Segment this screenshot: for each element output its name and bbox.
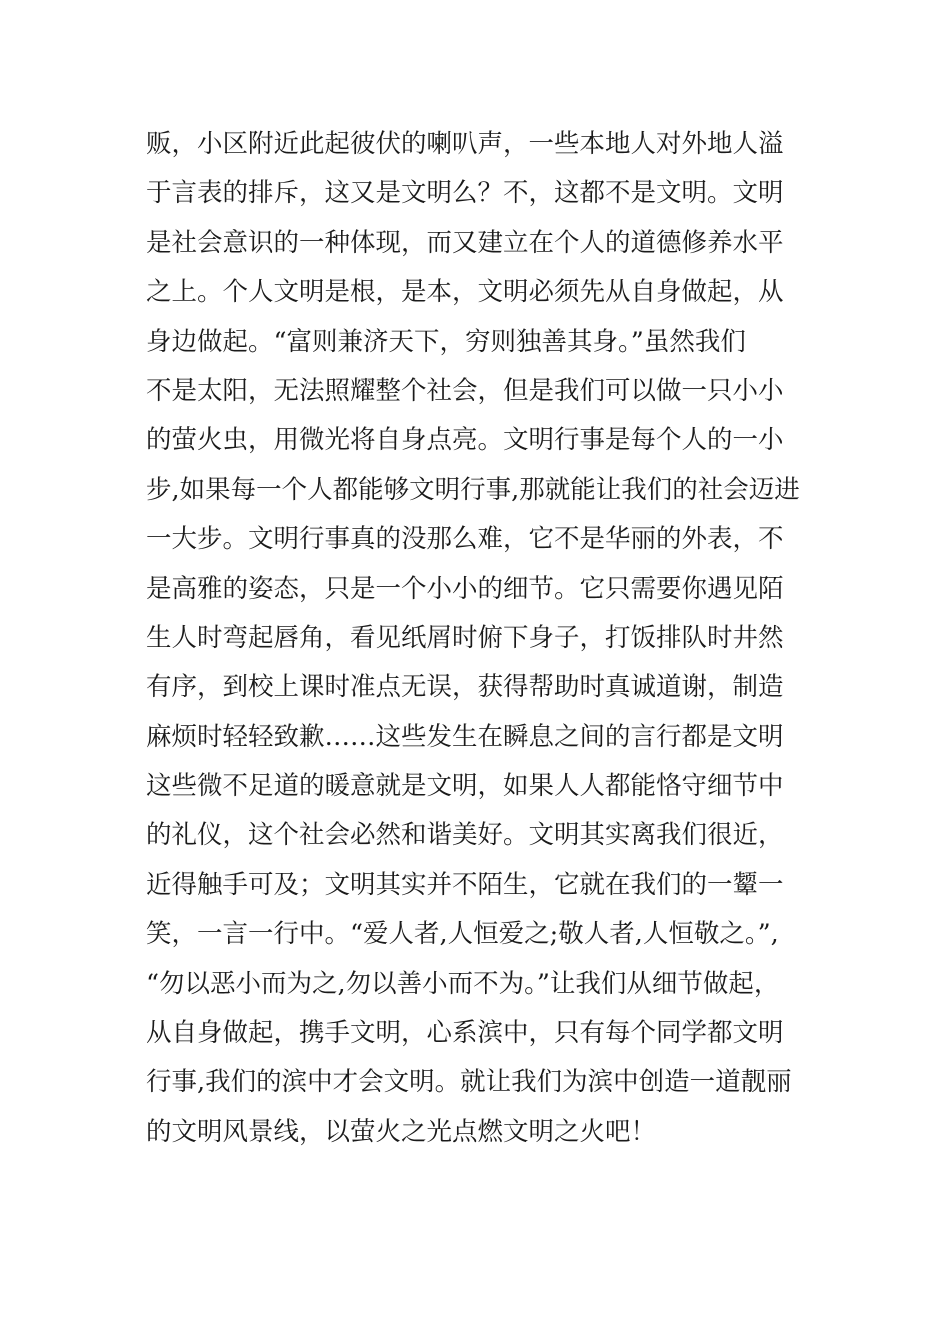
text-line: “勿以恶小而为之,勿以善小而不为。”让我们从细节做起，: [146, 968, 780, 999]
text-line: 一大步。文明行事真的没那么难，它不是华丽的外表，不: [146, 524, 784, 555]
text-line: 这些微不足道的暖意就是文明，如果人人都能恪守细节中: [146, 771, 784, 802]
text-line: 身边做起。“富则兼济天下，穷则独善其身。”虽然我们: [146, 326, 746, 357]
text-line: 的萤火虫，用微光将自身点亮。文明行事是每个人的一小: [146, 425, 784, 456]
body-text: [146, 120, 846, 1157]
text-line: 生人时弯起唇角，看见纸屑时俯下身子，打饭排队时井然: [146, 622, 784, 653]
text-line: 行事,我们的滨中才会文明。就让我们为滨中创造一道靓丽: [146, 1067, 792, 1098]
text-line: 有序，到校上课时准点无误，获得帮助时真诚道谢，制造: [146, 672, 784, 703]
text-line: 不是太阳，无法照耀整个社会，但是我们可以做一只小小: [146, 375, 784, 406]
text-line: 是高雅的姿态，只是一个小小的细节。它只需要你遇见陌: [146, 573, 784, 604]
text-line: 贩，小区附近此起彼伏的喇叭声，一些本地人对外地人溢: [146, 129, 784, 159]
text-line: 笑，一言一行中。“爱人者,人恒爱之;敬人者,人恒敬之。”,: [146, 919, 779, 950]
text-line: 于言表的排斥，这又是文明么？不，这都不是文明。文明: [146, 178, 784, 209]
text-line: 从自身做起，携手文明，心系滨中，只有每个同学都文明: [146, 1018, 784, 1049]
text-line: 近得触手可及；文明其实并不陌生，它就在我们的一颦一: [146, 869, 784, 900]
text-line: 之上。个人文明是根，是本，文明必须先从自身做起，从: [146, 277, 784, 308]
text-line: 的礼仪，这个社会必然和谐美好。文明其实离我们很近，: [146, 820, 784, 851]
text-line: 步,如果每一个人都能够文明行事,那就能让我们的社会迈进: [146, 474, 800, 505]
text-line: 的文明风景线，以萤火之光点燃文明之火吧！: [146, 1116, 657, 1147]
text-line: 是社会意识的一种体现，而又建立在个人的道德修养水平: [146, 227, 784, 258]
text-line: 麻烦时轻轻致歉……这些发生在瞬息之间的言行都是文明: [146, 721, 784, 752]
